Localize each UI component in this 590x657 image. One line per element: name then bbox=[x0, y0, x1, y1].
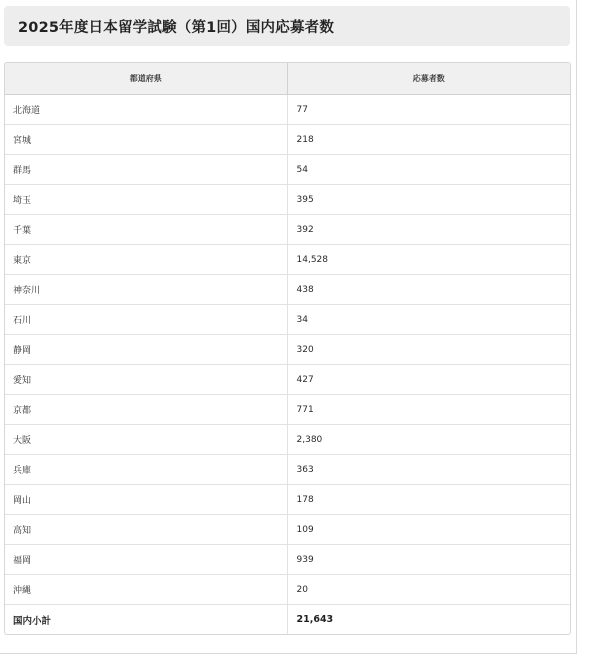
prefecture-cell: 東京 bbox=[5, 245, 287, 275]
count-cell: 438 bbox=[287, 275, 570, 305]
prefecture-cell: 高知 bbox=[5, 515, 287, 545]
prefecture-cell: 静岡 bbox=[5, 335, 287, 365]
count-cell: 427 bbox=[287, 365, 570, 395]
count-cell: 771 bbox=[287, 395, 570, 425]
table-row bbox=[5, 215, 570, 245]
header-applicant-count: 応募者数 bbox=[287, 63, 570, 95]
table-row bbox=[5, 395, 570, 425]
count-cell: 2,380 bbox=[287, 425, 570, 455]
table-row bbox=[5, 515, 570, 545]
count-cell: 77 bbox=[287, 95, 570, 125]
header-prefecture: 都道府県 bbox=[5, 63, 287, 95]
prefecture-cell: 岡山 bbox=[5, 485, 287, 515]
subtotal-row bbox=[5, 605, 570, 635]
subtotal-label: 国内小計 bbox=[13, 615, 52, 627]
prefecture-cell: 京都 bbox=[5, 395, 287, 425]
count-cell: 320 bbox=[287, 335, 570, 365]
count-cell: 34 bbox=[287, 305, 570, 335]
table-row bbox=[5, 545, 570, 575]
table-row bbox=[5, 245, 570, 275]
count-cell: 178 bbox=[287, 485, 570, 515]
title-bar bbox=[4, 6, 570, 46]
prefecture-cell: 埼玉 bbox=[5, 185, 287, 215]
table-row bbox=[5, 305, 570, 335]
table-row bbox=[5, 125, 570, 155]
table-row bbox=[5, 485, 570, 515]
count-cell: 218 bbox=[287, 125, 570, 155]
table-row bbox=[5, 95, 570, 125]
table-row bbox=[5, 425, 570, 455]
prefecture-cell: 神奈川 bbox=[5, 275, 287, 305]
subtotal-count: 21,643 bbox=[287, 605, 570, 635]
count-cell: 939 bbox=[287, 545, 570, 575]
table-row bbox=[5, 335, 570, 365]
prefecture-cell: 沖縄 bbox=[5, 575, 287, 605]
applicants-table bbox=[5, 63, 570, 634]
count-cell: 20 bbox=[287, 575, 570, 605]
table-row bbox=[5, 275, 570, 305]
table-row bbox=[5, 185, 570, 215]
prefecture-cell: 兵庫 bbox=[5, 455, 287, 485]
count-cell: 54 bbox=[287, 155, 570, 185]
prefecture-cell: 群馬 bbox=[5, 155, 287, 185]
prefecture-cell: 愛知 bbox=[5, 365, 287, 395]
table-row bbox=[5, 455, 570, 485]
count-cell: 363 bbox=[287, 455, 570, 485]
count-cell: 392 bbox=[287, 215, 570, 245]
page-title: 2025年度日本留学試験（第1回）国内応募者数 bbox=[18, 19, 335, 36]
table-row bbox=[5, 575, 570, 605]
prefecture-cell: 石川 bbox=[5, 305, 287, 335]
table-row bbox=[5, 365, 570, 395]
count-cell: 395 bbox=[287, 185, 570, 215]
prefecture-cell: 北海道 bbox=[5, 95, 287, 125]
count-cell: 109 bbox=[287, 515, 570, 545]
table-header-row bbox=[5, 63, 570, 95]
count-cell: 14,528 bbox=[287, 245, 570, 275]
prefecture-cell: 千葉 bbox=[5, 215, 287, 245]
table-row bbox=[5, 155, 570, 185]
prefecture-cell: 大阪 bbox=[5, 425, 287, 455]
applicants-table-container bbox=[4, 62, 571, 635]
prefecture-cell: 福岡 bbox=[5, 545, 287, 575]
prefecture-cell: 宮城 bbox=[5, 125, 287, 155]
